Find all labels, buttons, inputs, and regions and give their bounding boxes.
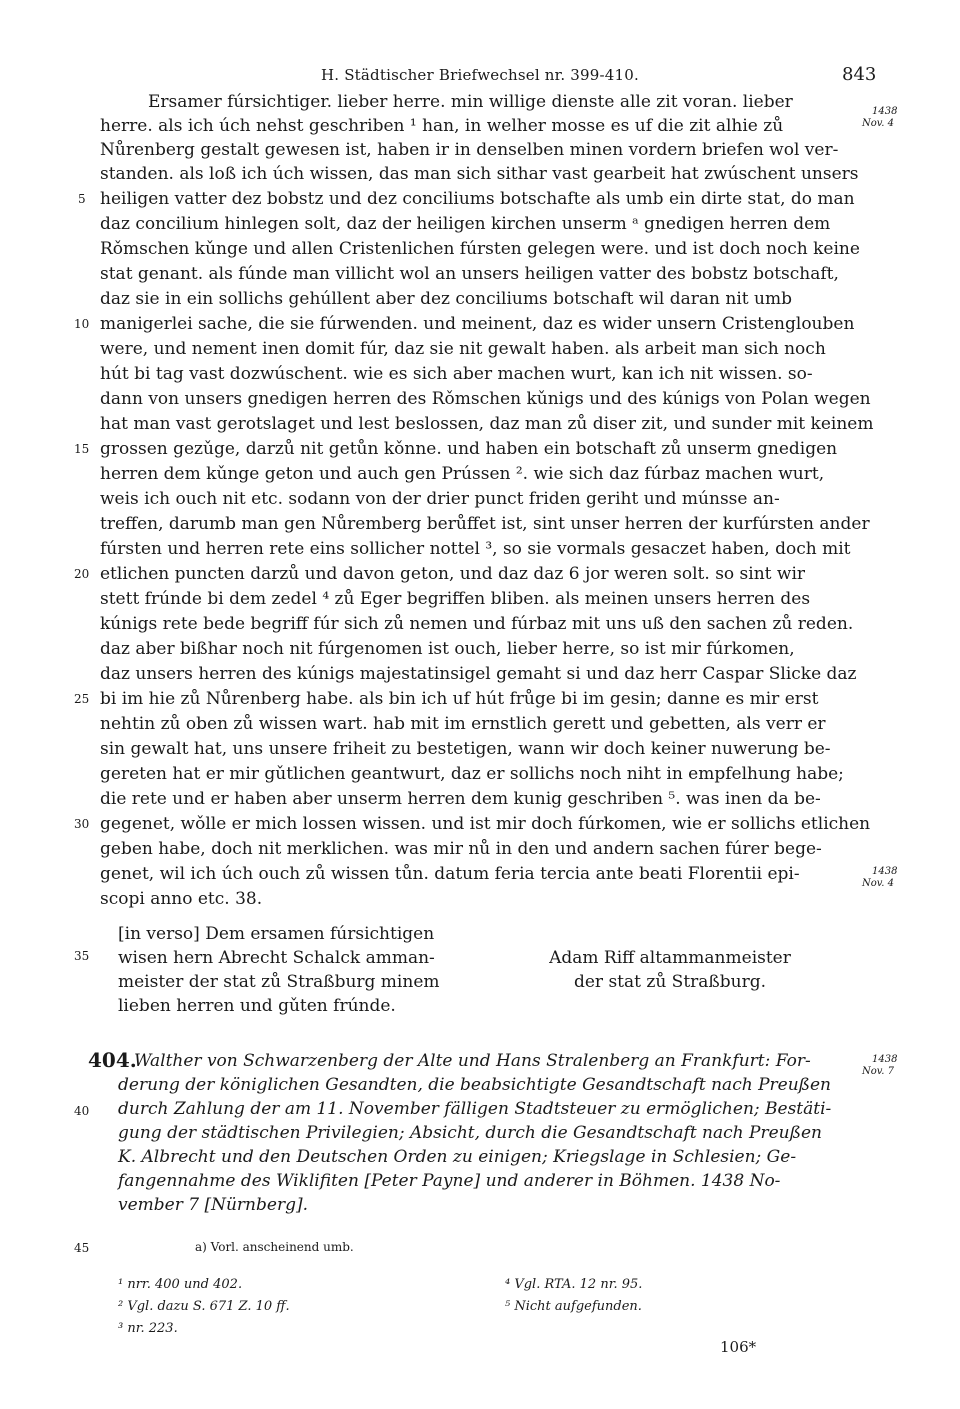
regest-line: K. Albrecht und den Deutschen Orden zu einigen; Kriegslage in Schlesien; Ge-: [118, 1147, 797, 1167]
footnote: ¹ nrr. 400 und 402.: [118, 1277, 243, 1292]
body-line: hút bi tag vast dozwúschent. wie es sich aber machen wurt, kan ich nit wissen. so-: [100, 364, 813, 384]
signature-line: der stat zů Straßburg.: [573, 972, 767, 992]
body-line: genet, wil ich úch ouch zů wissen tůn. datum feria tercia ante beati Florentii epi-: [100, 864, 800, 884]
regest-line: vember 7 [Nürnberg].: [118, 1195, 308, 1215]
address-line: [in verso] Dem ersamen fúrsichtigen: [118, 924, 435, 944]
body-line: treffen, darumb man gen Nůremberg berůffet ist, sint unser herren der kurfúrsten ander: [100, 514, 870, 534]
regest-line: Walther von Schwarzenberg der Alte und Hans Stralenberg an Frankfurt: For-: [134, 1051, 811, 1071]
address-line: meister der stat zů Straßburg minem: [118, 972, 440, 992]
line-number: 15: [74, 442, 90, 456]
body-line: bi im hie zů Nůrenberg habe. als bin ich uf hút frůge bi im gesin; danne es mir erst: [100, 689, 819, 709]
running-header: H. Städtischer Briefwechsel nr. 399-410.: [320, 66, 640, 84]
signature-line: Adam Riff altammanmeister: [549, 948, 791, 968]
footnote-variant: a) Vorl. anscheinend umb.: [195, 1240, 354, 1254]
body-line: Rǒmschen kǔnge und allen Cristenlichen fúrsten gelegen were. und ist doch noch keine: [100, 239, 860, 259]
body-line: gegenet, wǒlle er mich lossen wissen. und ist mir doch fúrkomen, wie er sollichs etlichen: [100, 814, 871, 834]
document-number: 404.: [88, 1048, 137, 1072]
regest-line: derung der königlichen Gesandten, die beabsichtigte Gesandtschaft nach Preußen: [118, 1075, 832, 1095]
body-line: daz concilium hinlegen solt, daz der heiligen kirchen unserm ᵃ gnedigen herren dem: [100, 214, 831, 234]
margin-day: Nov. 4: [862, 118, 894, 129]
body-line: geben habe, doch nit merklichen. was mir nů in den und andern sachen fúrer bege-: [100, 839, 822, 859]
body-line: scopi anno etc. 38.: [100, 889, 263, 909]
line-number: 10: [74, 317, 90, 331]
body-line: dann von unsers gnedigen herren des Rǒmschen kǔnigs und des kúnigs von Polan wegen: [100, 389, 871, 409]
body-line: daz aber bißhar noch nit fúrgenomen ist ouch, lieber herre, so ist mir fúrkomen,: [100, 639, 795, 659]
body-line: daz unsers herren des kúnigs majestatinsigel gemaht si und daz herr Caspar Slicke daz: [100, 664, 857, 684]
body-line: weis ich ouch nit etc. sodann von der drier punct friden geriht und múnsse an-: [100, 489, 780, 509]
body-line: heiligen vatter dez bobstz und dez conciliums botschafte als umb ein dirte stat, do man: [100, 189, 855, 209]
body-line: sin gewalt hat, uns unsere friheit zu bestetigen, wann wir doch keiner nuwerung be-: [100, 739, 831, 759]
body-line: etlichen puncten darzů und davon geton, und daz daz 6 jor weren solt. so sint wir: [100, 564, 806, 584]
margin-day: Nov. 7: [862, 1066, 894, 1077]
signature-mark: 106*: [720, 1338, 757, 1356]
line-number: 25: [74, 692, 90, 706]
line-number: 30: [74, 817, 90, 831]
body-line: die rete und er haben aber unserm herren dem kunig geschriben ⁵. was inen da be-: [100, 789, 821, 809]
body-line: Ersamer fúrsichtiger. lieber herre. min willige dienste alle zit voran. lieber: [148, 92, 793, 112]
footnote: ⁴ Vgl. RTA. 12 nr. 95.: [505, 1277, 643, 1292]
address-line: wisen hern Abrecht Schalck amman-: [118, 948, 435, 968]
body-line: nehtin zů oben zů wissen wart. hab mit im ernstlich gerett und gebetten, als verr er: [100, 714, 826, 734]
body-line: daz sie in ein sollichs gehúllent aber dez conciliums botschaft wil daran nit umb: [100, 289, 792, 309]
line-number: 5: [78, 192, 86, 206]
margin-date: [862, 1054, 918, 1078]
footnote: ³ nr. 223.: [118, 1321, 178, 1336]
regest-line: gung der städtischen Privilegien; Absicht, durch die Gesandtschaft nach Preußen: [118, 1123, 822, 1143]
body-line: manigerlei sache, die sie fúrwenden. und meinent, daz es wider unsern Cristenglouben: [100, 314, 855, 334]
body-line: standen. als loß ich úch wissen, das man sich sithar vast gearbeit hat zwúschent unsers: [100, 164, 859, 184]
line-number: 45: [74, 1241, 90, 1255]
body-line: stett frúnde bi dem zedel ⁴ zů Eger begriffen bliben. als meinen unsers herren des: [100, 589, 811, 609]
margin-year: 1438: [872, 106, 898, 117]
body-line: Nůrenberg gestalt gewesen ist, haben ir in denselben minen vordern briefen wol ver-: [100, 140, 839, 160]
regest-line: durch Zahlung der am 11. November fälligen Stadtsteuer zu ermöglichen; Bestäti-: [118, 1099, 832, 1119]
line-number: 20: [74, 567, 90, 581]
body-line: kúnigs rete bede begriff fúr sich zů nemen und fúrbaz mit uns uß den sachen zů reden.: [100, 614, 854, 634]
margin-day: Nov. 4: [862, 878, 894, 889]
body-line: stat genant. als fúnde man villicht wol an unsers heiligen vatter des bobstz botschaft,: [100, 264, 839, 284]
body-line: fúrsten und herren rete eins sollicher nottel ³, so sie vormals gesaczet haben, doch mit: [100, 539, 851, 559]
regest-line: fangennahme des Wiklifiten [Peter Payne] und anderer in Böhmen. 1438 No-: [118, 1171, 781, 1191]
page-number: 843: [842, 64, 877, 85]
body-line: herren dem kǔnge geton und auch gen Prússen ². wie sich daz fúrbaz machen wurt,: [100, 464, 825, 484]
line-number: 40: [74, 1104, 90, 1118]
margin-date: [862, 866, 918, 890]
body-line: were, und nement inen domit fúr, daz sie nit gewalt haben. als arbeit man sich noch: [100, 339, 826, 359]
footnote: ⁵ Nicht aufgefunden.: [505, 1299, 642, 1314]
body-line: herre. als ich úch nehst geschriben ¹ han, in welher mosse es uf die zit alhie zů: [100, 116, 784, 136]
margin-year: 1438: [872, 1054, 898, 1065]
margin-year: 1438: [872, 866, 898, 877]
footnote: ² Vgl. dazu S. 671 Z. 10 ff.: [118, 1299, 290, 1314]
line-number: 35: [74, 949, 90, 963]
body-line: hat man vast gerotslaget und lest beslossen, daz man zů diser zit, und sunder mit keinem: [100, 414, 874, 434]
address-line: lieben herren und gǔten frúnde.: [118, 996, 396, 1016]
body-line: gereten hat er mir gǔtlichen geantwurt, daz er sollichs noch niht in empfelhung habe;: [100, 764, 844, 784]
body-line: grossen gezǔge, darzů nit getůn kǒnne. und haben ein botschaft zů unserm gnedigen: [100, 439, 838, 459]
margin-date: [862, 106, 918, 130]
